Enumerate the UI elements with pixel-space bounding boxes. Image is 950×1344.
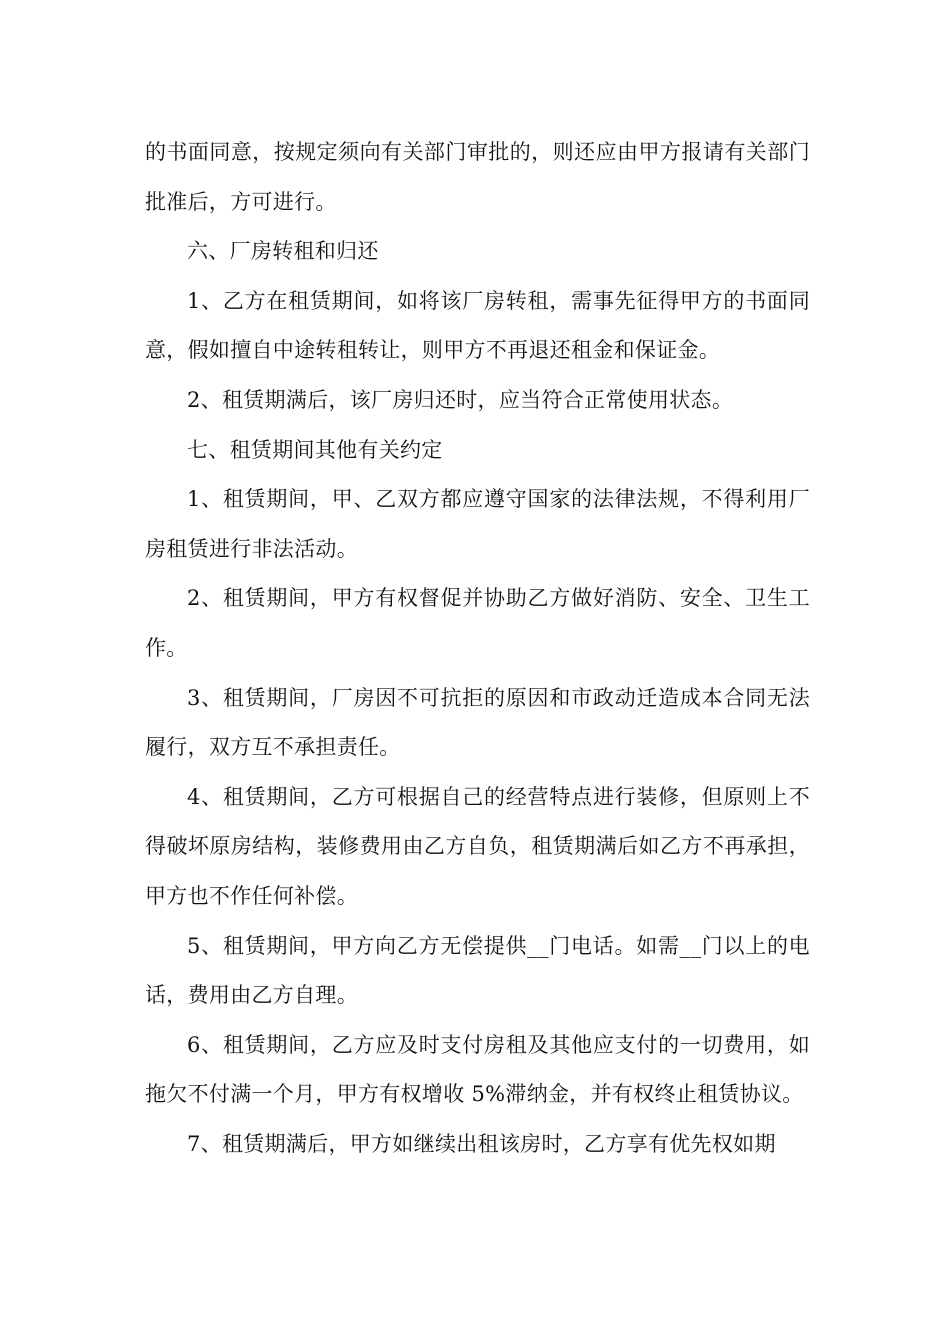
section-heading-seven: 七、租赁期间其他有关约定	[187, 437, 443, 462]
clause-7-1: 1、租赁期间，甲、乙双方都应遵守国家的法律法规，不得利用厂房租赁进行非法活动。	[145, 487, 810, 561]
clause-7-4: 4、租赁期间，乙方可根据自己的经营特点进行装修，但原则上不得破坏原房结构，装修费用由乙方自负，租赁期满后如乙方不再承担，甲方也不作任何补偿。	[145, 784, 810, 908]
clause-7-6: 6、租赁期间，乙方应及时支付房租及其他应支付的一切费用，如拖欠不付满一个月，甲方有权增收 5%滞纳金，并有权终止租赁协议。	[145, 1032, 810, 1107]
clause-7-2: 2、租赁期间，甲方有权督促并协助乙方做好消防、安全、卫生工作。	[145, 586, 810, 660]
clause-6-2: 2、租赁期满后，该厂房归还时，应当符合正常使用状态。	[187, 387, 734, 412]
paragraph-continuation: 的书面同意，按规定须向有关部门审批的，则还应由甲方报请有关部门批准后，方可进行。	[145, 140, 810, 214]
document-body	[145, 128, 810, 1169]
section-heading-six: 六、厂房转租和归还	[187, 239, 379, 264]
clause-7-3: 3、租赁期间，厂房因不可抗拒的原因和市政动迁造成本合同无法履行，双方互不承担责任。	[145, 685, 810, 760]
clause-7-7: 7、租赁期满后，甲方如继续出租该房时，乙方享有优先权如期	[187, 1131, 776, 1156]
clause-6-1: 1、乙方在租赁期间，如将该厂房转租，需事先征得甲方的书面同意，假如擅自中途转租转让，则甲方不再退还租金和保证金。	[145, 288, 810, 363]
clause-7-5: 5、租赁期间，甲方向乙方无偿提供__门电话。如需__门以上的电话，费用由乙方自理。	[145, 933, 810, 1008]
